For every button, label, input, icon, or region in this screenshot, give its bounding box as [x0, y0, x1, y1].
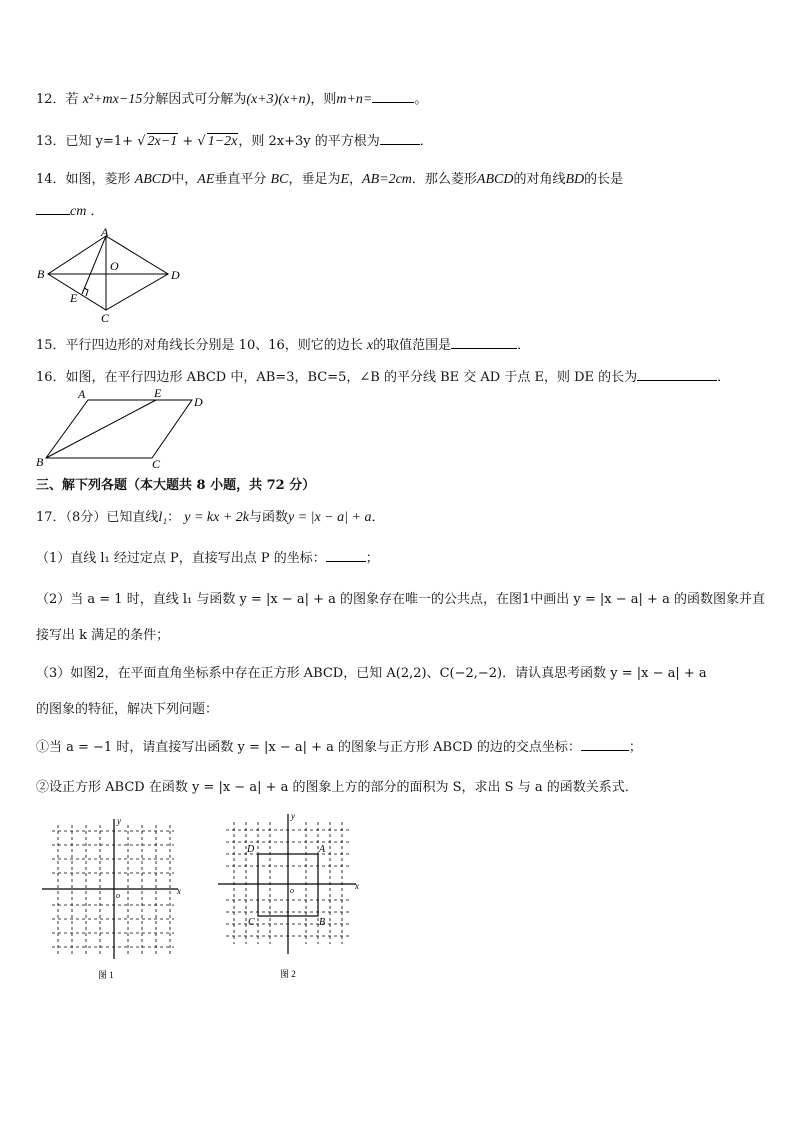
q17-part-1-text: （1）直线 l₁ 经过定点 P，直接写出点 P 的坐标：: [36, 551, 326, 566]
q17-part-1-end: ；: [365, 551, 379, 566]
label-e: E: [70, 291, 78, 305]
right-angle-mark: [84, 288, 88, 296]
segment-ae: [82, 236, 106, 294]
section-heading: 三、解下列各题（本大题共 8 小题，共 72 分）: [36, 478, 316, 493]
question-16: [36, 366, 730, 385]
square-label-d: D: [247, 844, 255, 855]
q17-end: ．: [371, 510, 385, 525]
q13-number: 13．: [36, 134, 66, 149]
q17-sub-1: [36, 736, 642, 755]
answer-blank[interactable]: [451, 336, 517, 349]
q17-l1: l₁: [158, 510, 168, 525]
x-axis-label: x: [177, 886, 181, 896]
q14-text: 的长是: [584, 172, 624, 187]
q17-line-equation: y = kx + 2k: [184, 510, 249, 525]
question-13: [36, 130, 433, 150]
answer-blank[interactable]: [326, 549, 366, 562]
q17-score: （8分）已知直线: [65, 510, 159, 525]
q17-text: 与函数: [249, 510, 289, 525]
q12-text-pre: 若: [65, 92, 79, 107]
label-d: D: [194, 395, 203, 409]
q15-text-post: 的取值范围是: [373, 338, 452, 353]
q14-text: ，垂足为: [288, 172, 341, 187]
q13-radicand-2: 1−2x: [207, 134, 238, 149]
q14-text: 垂直平分: [214, 172, 267, 187]
q17-part-3-line1: （3）如图2，在平面直角坐标系中存在正方形 ABCD，已知 A(2,2)、C(−2,−2)．请认真思考函数 y = |x − a| + a: [36, 666, 707, 681]
q14-text: ，: [349, 172, 363, 187]
q12-number: 12．: [36, 92, 66, 107]
q17-part-3-line2: 的图象的特征，解决下列问题：: [36, 702, 219, 717]
label-c: C: [101, 311, 110, 324]
question-17: [36, 506, 385, 526]
figure-1-grid: [34, 815, 184, 985]
q14-ae: AE: [197, 172, 215, 187]
rhombus-figure: [34, 226, 184, 324]
q13-radicand-1: 2x−1: [147, 134, 178, 149]
answer-blank[interactable]: [637, 368, 717, 381]
q14-abcd: ABCD: [134, 172, 172, 187]
q14-ab: AB=2cm: [362, 172, 412, 187]
label-o: O: [110, 259, 119, 273]
sqrt-symbol: √: [137, 134, 146, 149]
answer-blank[interactable]: [380, 132, 420, 145]
question-14: [36, 168, 623, 188]
q15-text: 平行四边形的对角线长分别是 10、16，则它的边长: [65, 338, 363, 353]
q13-text-pre: 已知 y=1+: [65, 134, 134, 149]
q17-part-2-line1: （2）当 a = 1 时，直线 l₁ 与函数 y = |x − a| + a 的图象存在唯一的公共点，在图1中画出 y = |x − a| + a 的函数图象并直: [36, 592, 765, 607]
q14-abcd: ABCD: [476, 172, 514, 187]
label-c: C: [152, 457, 161, 471]
square-label-c: C: [248, 917, 255, 928]
q14-text: 如图，菱形: [65, 172, 131, 187]
square-label-b: B: [319, 917, 326, 928]
q12-sep: ，则: [310, 92, 337, 107]
square-label-a: A: [319, 844, 326, 855]
origin-label: o: [116, 891, 120, 900]
q14-text: ．那么菱形: [411, 172, 477, 187]
q15-number: 15．: [36, 338, 66, 353]
figure-2-caption: 图 2: [280, 969, 296, 979]
q13-end: ．: [419, 134, 433, 149]
q14-bd: BD: [565, 172, 585, 187]
q17-part-2-line2: 接写出 k 满足的条件；: [36, 628, 170, 643]
q17-sub-2: ②设正方形 ABCD 在函数 y = |x − a| + a 的图象上方的部分的面积为 S，求出 S 与 a 的函数关系式．: [36, 780, 638, 795]
q15-x: x: [366, 338, 374, 353]
q17-colon: ：: [167, 510, 181, 525]
origin-label: o: [290, 886, 294, 895]
q15-end: ．: [517, 338, 531, 353]
label-a: A: [78, 387, 86, 401]
q14-end: ．: [90, 204, 104, 219]
q17-sub-1-text: ①当 a = −1 时，请直接写出函数 y = |x − a| + a 的图象与正方形 ABCD 的边的交点坐标：: [36, 740, 581, 755]
label-b: B: [37, 267, 45, 281]
q16-number: 16．: [36, 370, 66, 385]
question-14-line2: [36, 200, 103, 220]
q12-factored: (x+3)(x+n): [246, 92, 311, 107]
figure-1-caption: 图 1: [98, 970, 114, 980]
q16-text: 如图，在平行四边形 ABCD 中，AB=3，BC=5，∠B 的平分线 BE 交 AD 于点 E，则 DE 的长为: [65, 370, 638, 385]
q14-number: 14．: [36, 172, 66, 187]
q12-expression: x²+mx−15: [82, 92, 143, 107]
q12-sum: m+n=: [336, 92, 373, 107]
q14-text: 中，: [171, 172, 198, 187]
x-axis-label: x: [355, 881, 359, 891]
answer-blank[interactable]: [36, 202, 70, 215]
q13-plus: +: [182, 134, 194, 149]
q13-text-post: ，则 2x+3y 的平方根为: [238, 134, 380, 149]
sqrt-symbol: √: [197, 134, 206, 149]
parallelogram-figure: [34, 386, 224, 472]
label-e: E: [154, 386, 162, 400]
q14-unit: cm: [70, 204, 87, 219]
question-12: [36, 88, 427, 108]
answer-blank[interactable]: [581, 738, 629, 751]
q16-end: ．: [717, 370, 731, 385]
parallelogram-outline: [46, 400, 192, 458]
q17-sub-1-end: ；: [628, 740, 642, 755]
label-a: A: [101, 226, 109, 239]
segment-be: [46, 400, 156, 458]
rhombus-outline: [48, 236, 168, 310]
question-15: [36, 334, 530, 354]
label-b: B: [36, 455, 44, 469]
q17-number: 17．: [36, 510, 66, 525]
q14-e: E: [340, 172, 350, 187]
y-axis-label: y: [291, 811, 295, 821]
q17-function: y = |x − a| + a: [288, 510, 372, 525]
q14-text: 的对角线: [513, 172, 566, 187]
q12-end: 。: [414, 92, 428, 107]
q12-text-mid: 分解因式可分解为: [142, 92, 247, 107]
answer-blank[interactable]: [372, 90, 414, 103]
label-d: D: [171, 268, 180, 282]
figure-2-grid: [212, 810, 362, 980]
q14-bc: BC: [270, 172, 289, 187]
q17-part-1: [36, 547, 379, 566]
y-axis-label: y: [117, 816, 121, 826]
